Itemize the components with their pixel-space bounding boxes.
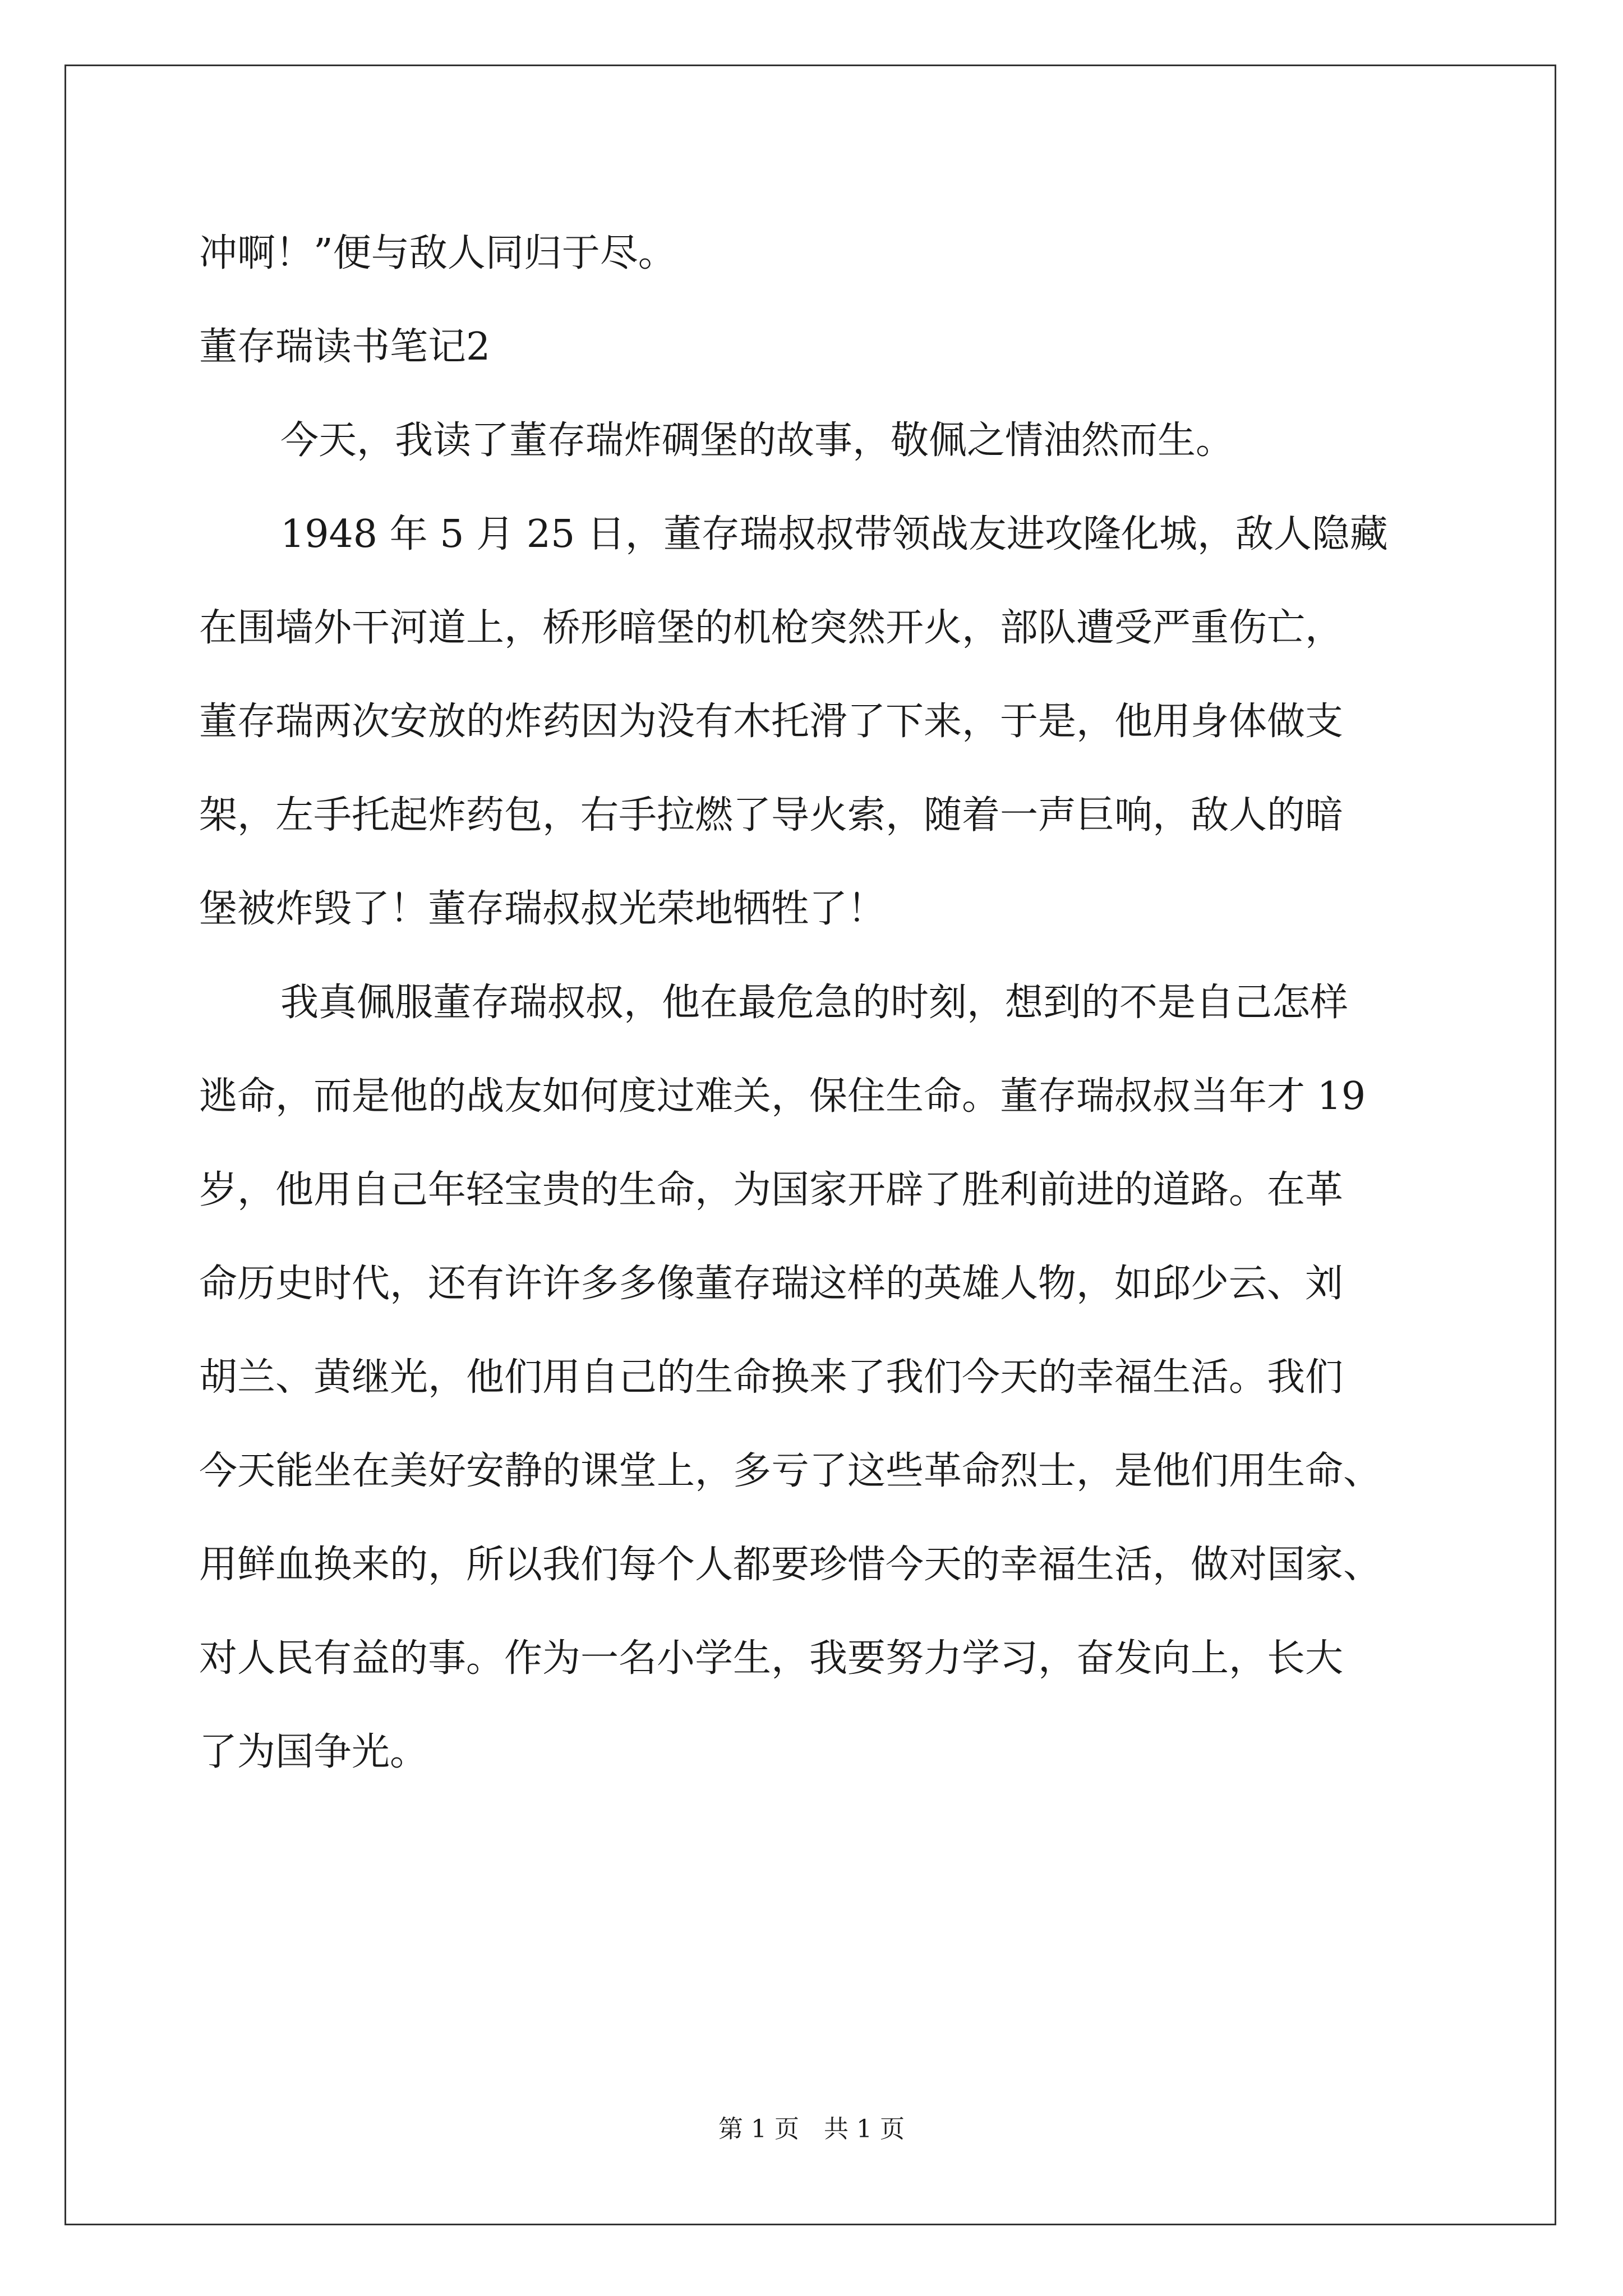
paragraph-line: 董存瑞两次安放的炸药因为没有木托滑了下来，于是，他用身体做支 (199, 700, 1344, 744)
paragraph-line: 架，左手托起炸药包，右手拉燃了导火索，随着一声巨响，敌人的暗 (199, 793, 1344, 838)
paragraph-line: 命历史时代，还有许许多多像董存瑞这样的英雄人物，如邱少云、刘 (199, 1262, 1344, 1306)
document-body (199, 206, 1438, 1799)
paragraph-line: 1948 年 5 月 25 日，董存瑞叔叔带领战友进攻隆化城，敌人隐藏 (280, 512, 1388, 556)
paragraph-line: 对人民有益的事。作为一名小学生，我要努力学习，奋发向上，长大 (199, 1636, 1344, 1681)
paragraph-line: 胡兰、黄继光，他们用自己的生命换来了我们今天的幸福生活。我们 (199, 1355, 1344, 1400)
text-line-fragment: 冲啊！”便与敌人同归于尽。 (199, 231, 676, 275)
paragraph-line: 今天能坐在美好安静的课堂上，多亏了这些革命烈士，是他们用生命、 (199, 1449, 1382, 1493)
paragraph-line: 今天，我读了董存瑞炸碉堡的故事，敬佩之情油然而生。 (280, 418, 1234, 463)
paragraph-line: 在围墙外干河道上，桥形暗堡的机枪突然开火，部队遭受严重伤亡， (199, 606, 1344, 650)
paragraph-line: 岁，他用自己年轻宝贵的生命，为国家开辟了胜利前进的道路。在革 (199, 1168, 1344, 1212)
paragraph-line: 了为国争光。 (199, 1730, 428, 1774)
paragraph-line: 堡被炸毁了！董存瑞叔叔光荣地牺牲了！ (199, 887, 886, 931)
paragraph-line: 逃命，而是他的战友如何度过难关，保住生命。董存瑞叔叔当年才 19 (199, 1074, 1366, 1119)
paragraph-line: 我真佩服董存瑞叔叔，他在最危急的时刻，想到的不是自己怎样 (280, 981, 1349, 1025)
paragraph-line: 用鲜血换来的，所以我们每个人都要珍惜今天的幸福生活，做对国家、 (199, 1543, 1382, 1587)
page-number-footer: 第 1 页 共 1 页 (718, 2115, 905, 2143)
section-heading: 董存瑞读书笔记2 (199, 325, 491, 369)
